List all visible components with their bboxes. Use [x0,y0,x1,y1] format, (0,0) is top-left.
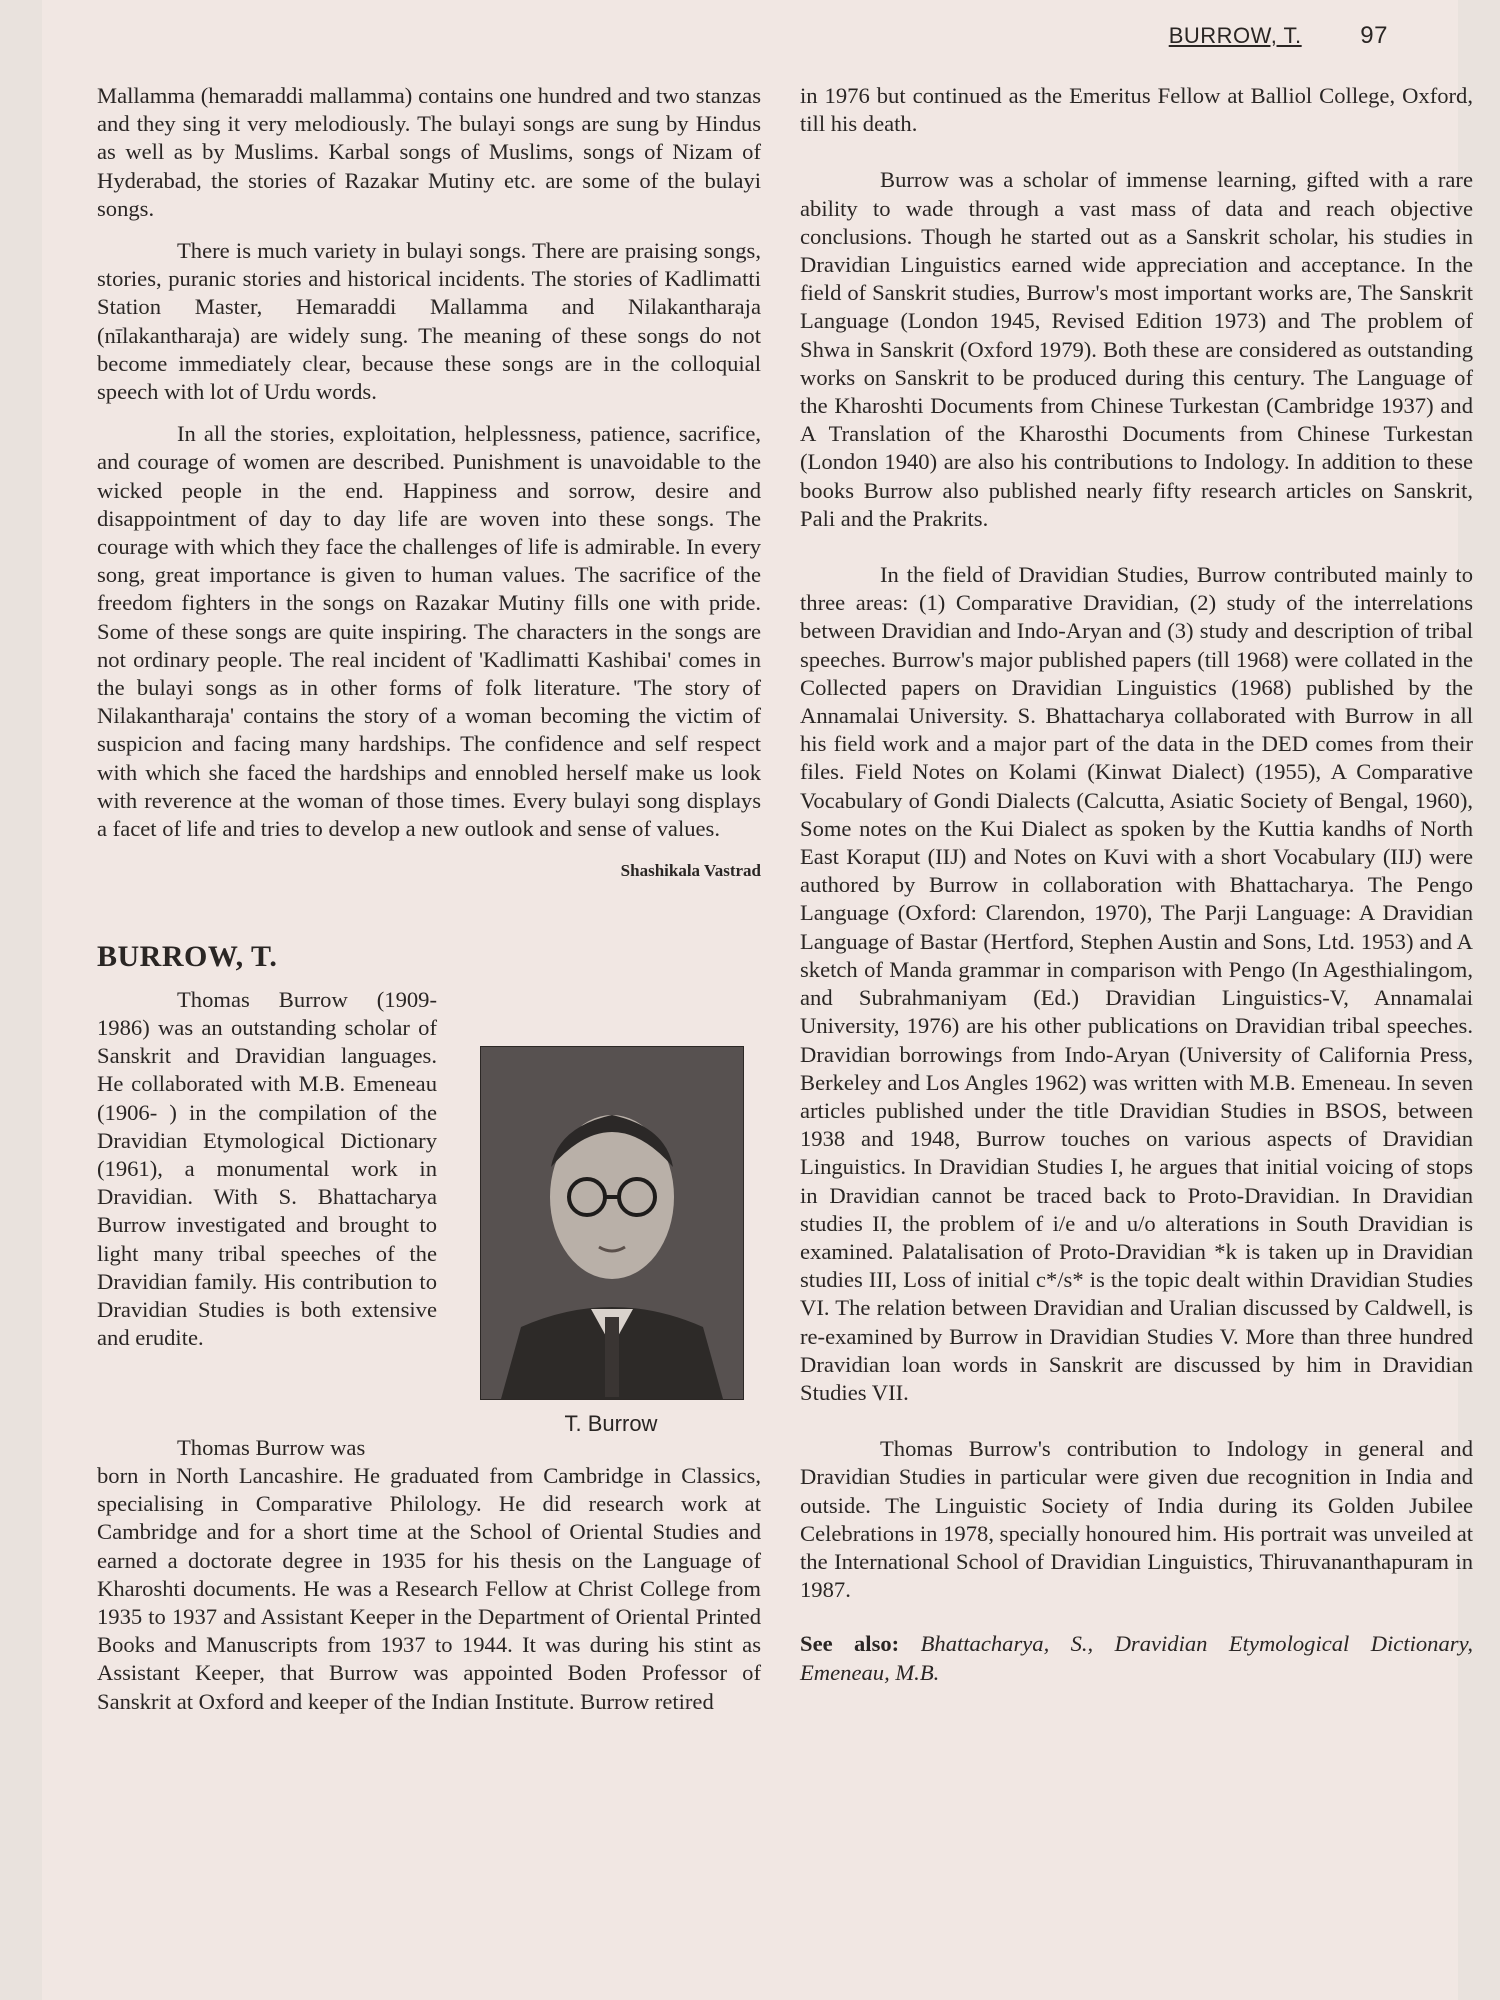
portrait-figure [480,1046,742,1438]
paragraph: in 1976 but continued as the Emeritus Fellow at Balliol College, Oxford, till his death. [800,83,1473,137]
see-also-text: Bhattacharya, S., Dravidian Etymological Dictionary, Emeneau, M.B. [800,1631,1473,1685]
paragraph-lead: Thomas Burrow was [177,1434,366,1460]
page [42,0,1473,2000]
paragraph: Burrow was a scholar of immense learning, gifted with a rare ability to wade through a vast mass of data and reach objective conclusions. Though he started out as a Sanskrit scholar, his studies in Dravidian Linguistics earned wide appreciation and acceptance. In the field of Sanskrit studies, Burrow's most important works are, The Sanskrit Language (London 1945, Revised Edition 1973) and The problem of Shwa in Sanskrit (Oxford 1979). Both these are considered as outstanding works on Sanskrit to be produced during this century. The Language of the Kharoshti Documents from Chinese Turkestan (Cambridge 1937) and A Translation of the Kharosthi Documents from Chinese Turkestan (London 1940) are also his contributions to Indology. In addition to these books Burrow also published nearly fifty research articles on Sanskrit, Pali and the Prakrits. [800,167,1473,531]
portrait-caption: T. Burrow [564,1410,658,1436]
portrait-photo [480,1046,744,1400]
intro-paragraph: Thomas Burrow (1909-1986) was an outstanding scholar of Sanskrit and Dravidian languages. He collaborated with M.B. Emeneau (1906- ) in the compilation of the Dravidian Etymological Dictionary (1961), a monumental work in Dravidian. With S. Bhattacharya Burrow investigated and brought to light many tribal speeches of the Dravidian family. His contribution to Dravidian Studies is both extensive and erudite. [97,986,437,1351]
paragraph: Thomas Burrow's contribution to Indology in general and Dravidian Studies in particular were given due recognition in India and outside. The Linguistic Society of India during its Golden Jubilee Celebrations in 1978, specially honoured him. His portrait was unveiled at the International School of Dravidian Linguistics, Thiruvananthapuram in 1987. [800,1436,1473,1603]
paragraph: In all the stories, exploitation, helplessness, patience, sacrifice, and courage of women are described. Punishment is unavoidable to the wicked people in the end. Happiness and sorrow, desire and disappointment of day to day life are woven into these songs. The courage with which they face the challenges of life is admirable. In every song, great importance is given to human values. The sacrifice of the freedom fighters in the songs on Razakar Mutiny fills one with pride. Some of these songs are quite inspiring. The characters in the songs are not ordinary people. The real incident of 'Kadlimatti Kashibai' comes in the bulayi songs as in other forms of folk literature. 'The story of Nilakantharaja' contains the story of a woman becoming the victim of suspicion and facing many hardships. The confidence and self respect with which she faced the hardships and ennobled herself make us look with reverence at the woman of those times. Every bulayi song displays a facet of life and tries to develop a new outlook and sense of values. [97,421,761,842]
article-author: Shashikala Vastrad [620,861,761,881]
biography-block [97,1434,761,1716]
paragraph: In the field of Dravidian Studies, Burrow contributed mainly to three areas: (1) Comparative Dravidian, (2) study of the interrelations between Dravidian and Indo-Aryan and (3) study and description of tribal speeches. Burrow's major published papers (till 1968) were collated in the Collected papers on Dravidian Linguistics (1968) published by the Annamalai University. S. Bhattacharya collaborated with Burrow in all his field work and a major part of the data in the DED comes from their files. Field Notes on Kolami (Kinwat Dialect) (1955), A Comparative Vocabulary of Gondi Dialects (Calcutta, Asiatic Society of Bengal, 1960), Some notes on the Kui Dialect as spoken by the Kuttia kandhs of North East Koraput (IIJ) and Notes on Kuvi with a short Vocabulary (IIJ) were authored by Burrow in collaboration with Bhattacharya. The Pengo Language (Oxford: Clarendon, 1970), The Parji Language: A Dravidian Language of Bastar (Hertford, Stephen Austin and Sons, Ltd. 1953) and A sketch of Manda grammar in comparison with Pengo (In Agesthialingom, and Subrahmaniyam (Ed.) Dravidian Linguistics-V, Annamalai University, 1976) are his other publications on Dravidian tribal speeches. Dravidian borrowings from Indo-Aryan (University of California Press, Berkeley and Los Angles 1962) was written with M.B. Emeneau. In seven articles published under the title Dravidian Studies in BSOS, between 1938 and 1948, Burrow touches on various aspects of Dravidian Linguistics. In Dravidian Studies I, he argues that initial voicing of stops in Dravidian cannot be traced back to Proto-Dravidian. In Dravidian studies II, the problem of i/e and u/o alterations in South Dravidian is examined. Palatalisation of Proto-Dravidian *k is taken up in Dravidian studies III, Loss of initial c*/s* is the topic dealt within Dravidian Studies VI. The relation between Dravidian and Uralian discussed by Caldwell, is re-examined by Burrow in Dravidian Studies V. More than three hundred Dravidian loan words in Sanskrit are discussed by him in Dravidian Studies VII. [800,562,1473,1405]
paragraph: There is much variety in bulayi songs. There are praising songs, stories, puranic stories and historical incidents. The stories of Kadlimatti Station Master, Hemaraddi Mallamma and Nilakantharaja (nīlakantharaja) are widely sung. The meaning of these songs do not become immediately clear, because these songs are in the colloquial speech with lot of Urdu words. [97,238,761,405]
page-header [1169,22,1388,50]
intro-block [97,986,761,1434]
see-also-label: See also: [800,1631,900,1657]
page-number: 97 [1360,22,1388,49]
paragraph: born in North Lancashire. He graduated from Cambridge in Classics, specialising in Comparative Philology. He did research work at Cambridge and for a short time at the School of Oriental Studies and earned a doctorate degree in 1935 for his thesis on the Language of Kharoshti documents. He was a Research Fellow at Christ College from 1935 to 1937 and Assistant Keeper in the Department of Oriental Printed Books and Manuscripts from 1937 to 1944. It was during his stint as Assistant Keeper, that Burrow was appointed Boden Professor of Sanskrit at Oxford and keeper of the Indian Institute. Burrow retired [97,1462,761,1714]
left-column [97,82,761,1716]
entry-heading: BURROW, T. [97,940,278,974]
portrait-illustration [481,1047,743,1399]
right-column [800,82,1473,1701]
see-also [800,1630,1473,1686]
running-title: BURROW, T. [1168,23,1302,48]
paragraph: Mallamma (hemaraddi mallamma) contains one hundred and two stanzas and they sing it very melodiously. The bulayi songs are sung by Hindus as well as by Muslims. Karbal songs of Muslims, songs of Nizam of Hyderabad, the stories of Razakar Mutiny etc. are some of the bulayi songs. [97,83,761,221]
